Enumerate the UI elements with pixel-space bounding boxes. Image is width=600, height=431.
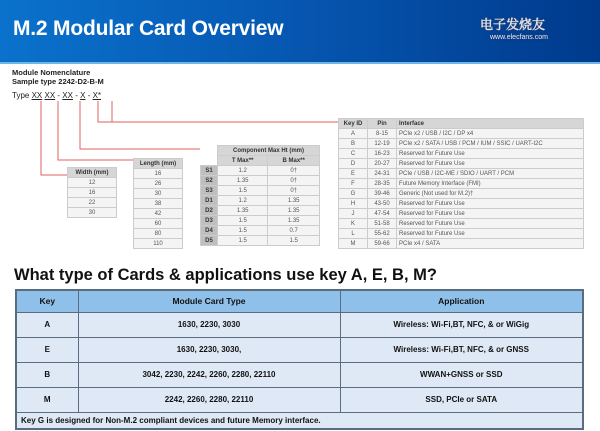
key-id: M <box>339 239 368 249</box>
sep: - <box>57 91 61 100</box>
width-code: XX <box>31 91 43 100</box>
application-row <box>16 337 583 362</box>
footer-note: Key G is designed for Non-M.2 compliant devices and future Memory interface. <box>16 412 583 429</box>
sample-type: Sample type 2242-D2-B-M <box>12 77 104 86</box>
component-code: S1 <box>201 166 218 176</box>
key-id: B <box>339 139 368 149</box>
interface: PCIe x4 / SATA <box>397 239 584 249</box>
b-max-value: 0† <box>268 176 320 186</box>
width-value: 22 <box>68 198 117 208</box>
length-table <box>133 158 183 249</box>
b-max-value: 1.35 <box>268 196 320 206</box>
width-header: Width (mm) <box>68 168 117 178</box>
application-row <box>16 312 583 337</box>
key-id: A <box>339 129 368 139</box>
component-row <box>201 166 320 176</box>
component-row <box>201 226 320 236</box>
component-row <box>201 236 320 246</box>
b-max-value: 0† <box>268 166 320 176</box>
application-row <box>16 362 583 387</box>
key: A <box>16 312 78 337</box>
nomenclature-heading: Module Nomenclature <box>12 68 91 77</box>
interface: Reserved for Future Use <box>397 229 584 239</box>
length-row <box>134 189 183 199</box>
page-title: M.2 Modular Card Overview <box>13 17 284 40</box>
pin-range: 59-66 <box>368 239 397 249</box>
b-max-value: 1.35 <box>268 206 320 216</box>
key-row <box>339 199 584 209</box>
key-id: L <box>339 229 368 239</box>
application: SSD, PCIe or SATA <box>340 387 583 412</box>
length-row <box>134 169 183 179</box>
height-code: XX <box>62 91 73 100</box>
interface: PCIe / USB / I2C-ME / SDIO / UART / PCM <box>397 169 584 179</box>
length-value: 60 <box>134 219 183 229</box>
interface: PCIe x2 / SATA / USB / PCM / IUM / SSIC / UART-I2C <box>397 139 584 149</box>
interface: Generic (Not used for M.2)† <box>397 189 584 199</box>
pin-range: 16-23 <box>368 149 397 159</box>
interface: Future Memory Interface (FMI) <box>397 179 584 189</box>
pin-range: 51-58 <box>368 219 397 229</box>
length-value: 38 <box>134 199 183 209</box>
key-header: Key <box>16 290 78 312</box>
key-id: J <box>339 209 368 219</box>
pin-range: 28-35 <box>368 179 397 189</box>
width-table <box>67 167 117 218</box>
pin-range: 8-15 <box>368 129 397 139</box>
length-header: Length (mm) <box>134 159 183 169</box>
sep: - <box>75 91 78 100</box>
application-table <box>15 289 584 430</box>
card-types: 2242, 2260, 2280, 22110 <box>78 387 340 412</box>
pin-range: 47-54 <box>368 209 397 219</box>
key-id: K <box>339 219 368 229</box>
component-row <box>201 196 320 206</box>
card-type-header: Module Card Type <box>78 290 340 312</box>
key-row <box>339 169 584 179</box>
b-max-value: 0.7 <box>268 226 320 236</box>
component-code: S3 <box>201 186 218 196</box>
card-types: 3042, 2230, 2242, 2260, 2280, 22110 <box>78 362 340 387</box>
key-id-header: Key ID <box>339 119 368 129</box>
key-id-table <box>338 118 584 249</box>
application-header: Application <box>340 290 583 312</box>
t-max-value: 1.5 <box>218 226 268 236</box>
length-value: 110 <box>134 239 183 249</box>
key-id: E <box>339 169 368 179</box>
pin-range: 39-46 <box>368 189 397 199</box>
key: E <box>16 337 78 362</box>
t-max-value: 1.35 <box>218 206 268 216</box>
key-id: G <box>339 189 368 199</box>
t-max-value: 1.5 <box>218 186 268 196</box>
length-code: XX <box>44 91 56 100</box>
length-row <box>134 239 183 249</box>
length-value: 30 <box>134 189 183 199</box>
application: Wireless: Wi-Fi,BT, NFC, & or GNSS <box>340 337 583 362</box>
blank <box>201 146 218 156</box>
length-value: 26 <box>134 179 183 189</box>
key-id: F <box>339 179 368 189</box>
interface: PCIe x2 / USB / I2C / DP x4 <box>397 129 584 139</box>
pin-header: Pin <box>368 119 397 129</box>
key-id: D <box>339 159 368 169</box>
interface: Reserved for Future Use <box>397 199 584 209</box>
key-row <box>339 229 584 239</box>
width-value: 12 <box>68 178 117 188</box>
card-types: 1630, 2230, 3030 <box>78 312 340 337</box>
b-max-value: 1.35 <box>268 216 320 226</box>
pin-range: 12-19 <box>368 139 397 149</box>
length-value: 80 <box>134 229 183 239</box>
width-value: 30 <box>68 208 117 218</box>
length-row <box>134 209 183 219</box>
watermark: 电子发烧友 <box>480 17 546 32</box>
length-value: 42 <box>134 209 183 219</box>
key-id: C <box>339 149 368 159</box>
length-value: 16 <box>134 169 183 179</box>
component-code: S2 <box>201 176 218 186</box>
component-code: D3 <box>201 216 218 226</box>
interface-header: Interface <box>397 119 584 129</box>
b-max-header: B Max** <box>268 156 320 166</box>
pin-range: 24-31 <box>368 169 397 179</box>
key-row <box>339 129 584 139</box>
t-max-value: 1.5 <box>218 236 268 246</box>
b-max-value: 0† <box>268 186 320 196</box>
interface: Reserved for Future Use <box>397 209 584 219</box>
t-max-value: 1.2 <box>218 166 268 176</box>
key1-code: X <box>80 91 86 100</box>
component-height-table <box>200 145 320 246</box>
length-row <box>134 229 183 239</box>
component-row <box>201 216 320 226</box>
length-row <box>134 179 183 189</box>
key-row <box>339 159 584 169</box>
key-row <box>339 189 584 199</box>
key2-code: X* <box>92 91 102 100</box>
key-row <box>339 149 584 159</box>
footer-row <box>16 412 583 429</box>
t-max-value: 1.2 <box>218 196 268 206</box>
pin-range: 20-27 <box>368 159 397 169</box>
length-row <box>134 199 183 209</box>
component-code: D5 <box>201 236 218 246</box>
key-id: H <box>339 199 368 209</box>
t-max-value: 1.5 <box>218 216 268 226</box>
card-types: 1630, 2230, 3030, <box>78 337 340 362</box>
application: WWAN+GNSS or SSD <box>340 362 583 387</box>
b-max-value: 1.5 <box>268 236 320 246</box>
interface: Reserved for Future Use <box>397 149 584 159</box>
component-code: D4 <box>201 226 218 236</box>
key-row <box>339 209 584 219</box>
key-row <box>339 179 584 189</box>
watermark-url: www.elecfans.com <box>490 34 548 41</box>
component-header: Component Max Ht (mm) <box>218 146 320 156</box>
component-code: D1 <box>201 196 218 206</box>
key: M <box>16 387 78 412</box>
length-row <box>134 219 183 229</box>
interface: Reserved for Future Use <box>397 219 584 229</box>
blank <box>201 156 218 166</box>
interface: Reserved for Future Use <box>397 159 584 169</box>
sep: - <box>87 91 91 100</box>
application: Wireless: Wi-Fi,BT, NFC, & or WiGig <box>340 312 583 337</box>
component-row <box>201 206 320 216</box>
t-max-header: T Max** <box>218 156 268 166</box>
question-heading: What type of Cards & applications use key A, E, B, M? <box>14 266 437 284</box>
component-row <box>201 186 320 196</box>
key-row <box>339 139 584 149</box>
type-label: Type <box>12 91 30 100</box>
key-row <box>339 219 584 229</box>
width-value: 16 <box>68 188 117 198</box>
component-code: D2 <box>201 206 218 216</box>
pin-range: 55-62 <box>368 229 397 239</box>
pin-range: 43-50 <box>368 199 397 209</box>
key-row <box>339 239 584 249</box>
application-row <box>16 387 583 412</box>
key: B <box>16 362 78 387</box>
component-row <box>201 176 320 186</box>
t-max-value: 1.35 <box>218 176 268 186</box>
